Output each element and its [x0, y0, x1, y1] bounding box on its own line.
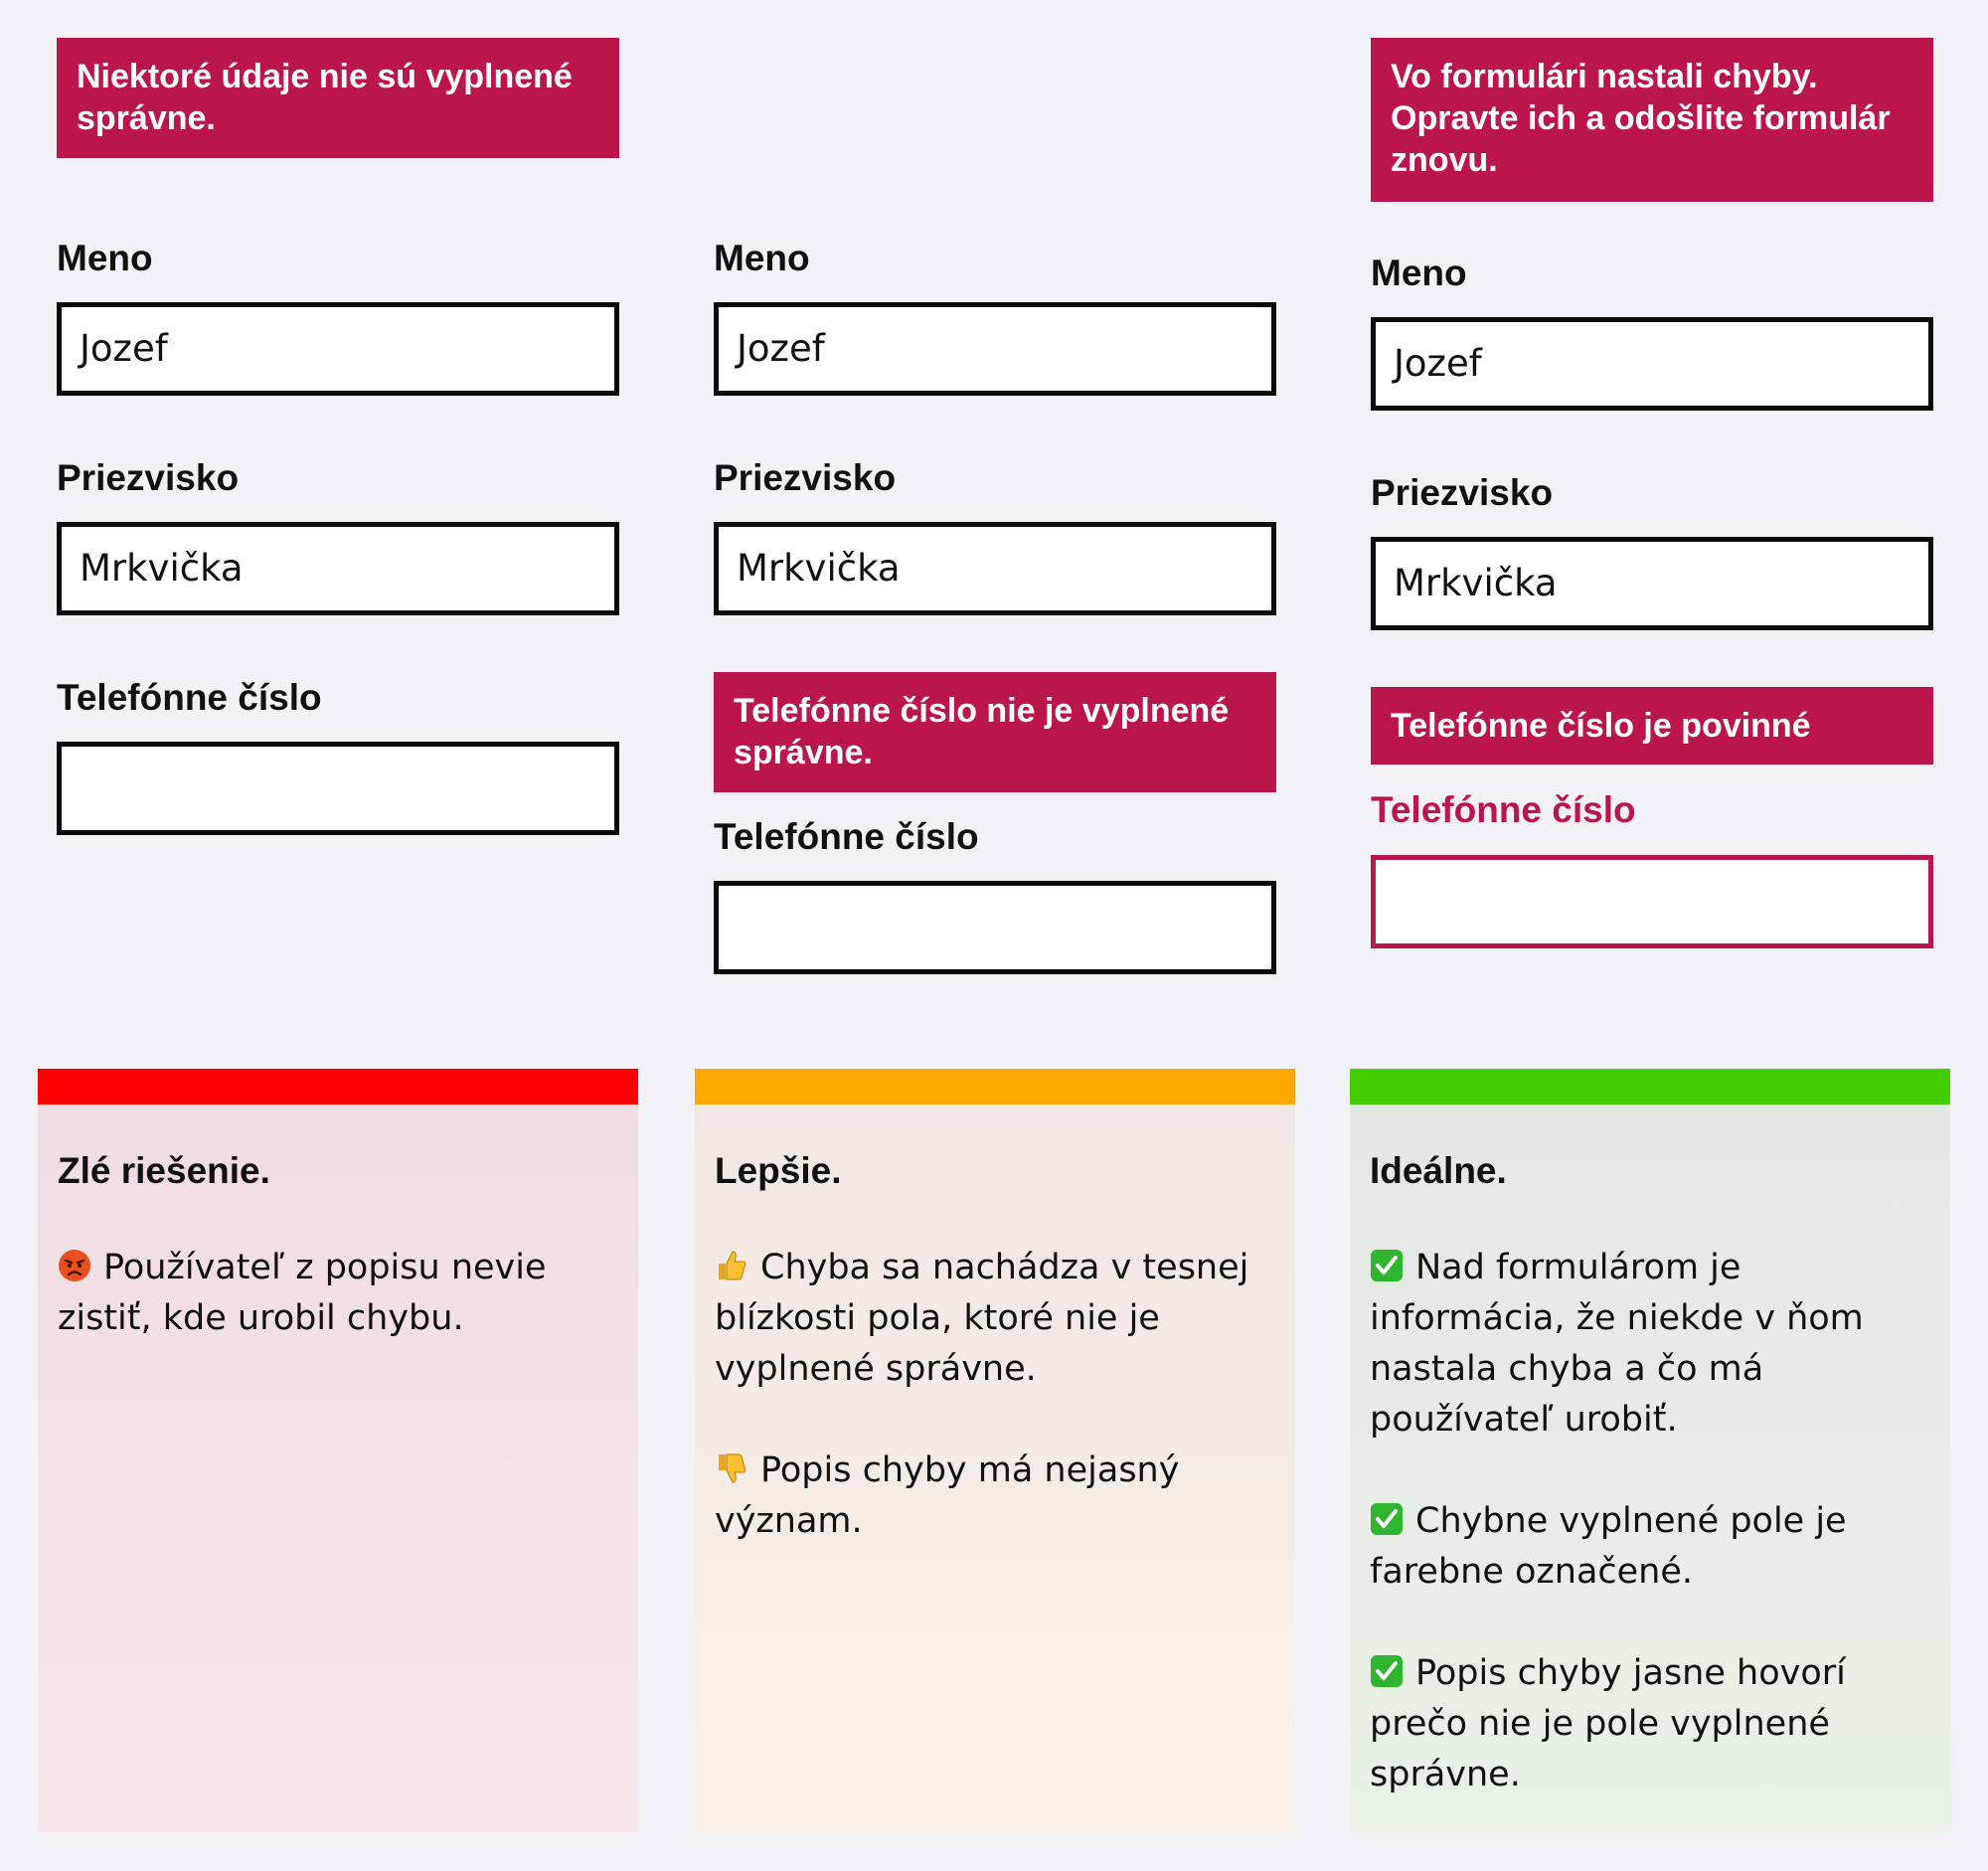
name-input[interactable]: Jozef [1371, 317, 1933, 411]
card-point-text: Chybne vyplnené pole je farebne označené. [1370, 1501, 1847, 1592]
card-point-text: Popis chyby jasne hovorí prečo nie je pole vyplnené správne. [1370, 1653, 1846, 1794]
surname-label: Priezvisko [57, 457, 240, 498]
card-point [715, 1243, 1275, 1395]
name-label: Meno [1371, 253, 1467, 293]
surname-input[interactable]: Mrkvička [714, 522, 1276, 615]
card-point-text: Chyba sa nachádza v tesnej blízkosti pola, ktoré nie je vyplnené správne. [715, 1248, 1249, 1389]
angry-face-icon [58, 1249, 91, 1282]
card-point [1370, 1243, 1930, 1446]
surname-label: Priezvisko [1371, 472, 1554, 513]
status-bar-red [38, 1069, 638, 1105]
card-point [58, 1243, 618, 1344]
card-body [1350, 1105, 1950, 1832]
status-bar-green [1350, 1069, 1950, 1105]
card-ideal [1350, 1069, 1950, 1832]
phone-label-error: Telefónne číslo [1371, 789, 1636, 830]
phone-input[interactable] [57, 742, 619, 835]
name-input[interactable]: Jozef [57, 302, 619, 396]
phone-label: Telefónne číslo [714, 816, 979, 857]
phone-error-message: Telefónne číslo nie je vyplnené správne. [714, 672, 1276, 792]
name-label: Meno [714, 238, 810, 278]
error-summary-banner: Vo formulári nastali chyby. Opravte ich a odošlite formulár znovu. [1371, 38, 1933, 202]
card-title: Ideálne. [1370, 1150, 1507, 1191]
name-label: Meno [57, 238, 153, 278]
card-body [695, 1105, 1295, 1832]
card-title: Lepšie. [715, 1150, 842, 1191]
check-mark-icon [1370, 1502, 1404, 1536]
card-point-text: Používateľ z popisu nevie zistiť, kde urobil chybu. [58, 1248, 547, 1338]
phone-label: Telefónne číslo [57, 677, 322, 718]
check-mark-icon [1370, 1249, 1404, 1282]
thumbs-down-icon [715, 1451, 748, 1485]
phone-input-error[interactable] [1371, 855, 1933, 948]
card-point-text: Nad formulárom je informácia, že niekde v ňom nastala chyba a čo má používateľ urobiť. [1370, 1248, 1864, 1440]
card-title: Zlé riešenie. [58, 1150, 270, 1191]
phone-error-message: Telefónne číslo je povinné [1371, 687, 1933, 765]
card-point-text: Popis chyby má nejasný význam. [715, 1450, 1180, 1541]
card-body [38, 1105, 638, 1832]
phone-input[interactable] [714, 881, 1276, 974]
card-point [715, 1446, 1275, 1547]
surname-input[interactable]: Mrkvička [1371, 537, 1933, 630]
surname-input[interactable]: Mrkvička [57, 522, 619, 615]
card-point [1370, 1496, 1930, 1598]
thumbs-up-icon [715, 1249, 748, 1282]
status-bar-orange [695, 1069, 1295, 1105]
card-bad [38, 1069, 638, 1832]
check-mark-icon [1370, 1654, 1404, 1688]
name-input[interactable]: Jozef [714, 302, 1276, 396]
surname-label: Priezvisko [714, 457, 897, 498]
card-point [1370, 1648, 1930, 1800]
card-better [695, 1069, 1295, 1832]
error-summary-banner: Niektoré údaje nie sú vyplnené správne. [57, 38, 619, 158]
